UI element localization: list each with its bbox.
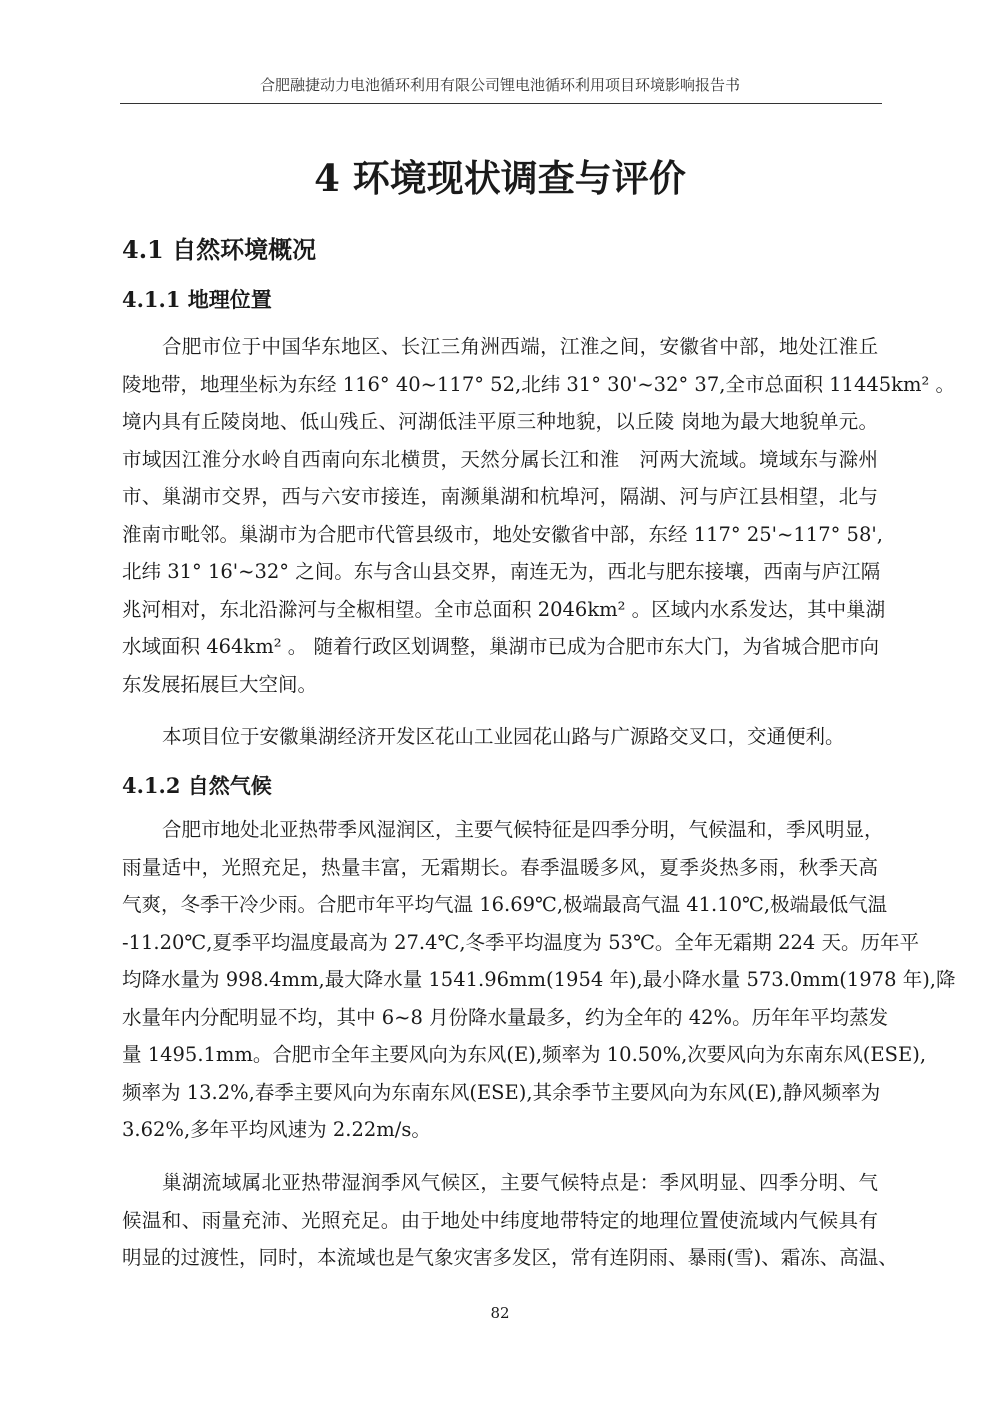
section-heading: 4.1 自然环境概况 (122, 235, 317, 264)
text-line: 水量年内分配明显不均，其中 6~8 月份降水量最多，约为全年的 42%。历年年平均蒸发 (122, 1005, 889, 1029)
text-line: 市域因江淮分水岭自西南向东北横贯，天然分属长江和淮 河两大流域。境域东与滁州 (122, 447, 878, 471)
running-header: 合肥融捷动力电池循环利用有限公司锂电池循环利用项目环境影响报告书 (259, 76, 740, 94)
text-line: 兆河相对，东北沿滁河与全椒相望。全市总面积 2046km² 。区域内水系发达，其中巢湖 (122, 597, 886, 621)
text-line: 水域面积 464km² 。 随着行政区划调整，巢湖市已成为合肥市东大门，为省城合肥市向 (122, 635, 879, 658)
text-line: 东发展拓展巨大空间。 (122, 672, 318, 696)
subsection-heading-climate: 4.1.2 自然气候 (122, 773, 272, 798)
text-line: 北纬 31° 16'~32° 之间。东与含山县交界，南连无为，西北与肥东接壤，西南与庐江隔 (122, 560, 881, 583)
text-line: 明显的过渡性，同时，本流域也是气象灾害多发区，常有连阴雨、暴雨(雪)、霜冻、高温、 (122, 1246, 898, 1269)
text-line: 雨量适中，光照充足，热量丰富，无霜期长。春季温暖多风，夏季炎热多雨，秋季天高 (122, 855, 878, 879)
text-line: 候温和、雨量充沛、光照充足。由于地处中纬度地带特定的地理位置使流域内气候具有 (122, 1208, 878, 1232)
text-line: 气爽，冬季干冷少雨。合肥市年平均气温 16.69℃,极端最高气温 41.10℃,极端最低气温 (122, 893, 888, 916)
text-line: 巢湖流域属北亚热带湿润季风气候区，主要气候特点是：季风明显、四季分明、气 (162, 1171, 878, 1194)
text-line: 本项目位于安徽巢湖经济开发区花山工业园花山路与广源路交叉口，交通便利。 (162, 725, 845, 748)
text-line: 合肥市地处北亚热带季风湿润区，主要气候特征是四季分明，气候温和，季风明显， (162, 818, 884, 841)
header-rule (120, 103, 882, 104)
text-line: 合肥市位于中国华东地区、长江三角洲西端，江淮之间，安徽省中部，地处江淮丘 (162, 335, 878, 358)
text-line: 量 1495.1mm。合肥市全年主要风向为东风(E),频率为 10.50%,次要风向为东南东风(ESE), (122, 1043, 927, 1066)
paragraph-project-location (122, 718, 878, 756)
text-line: 3.62%,多年平均风速为 2.22m/s。 (122, 1118, 431, 1141)
page-number: 82 (490, 1304, 510, 1322)
text-line: -11.20℃,夏季平均温度最高为 27.4℃,冬季平均温度为 53℃。全年无霜期 224 天。历年平 (122, 930, 919, 954)
subsection-heading-geography: 4.1.1 地理位置 (122, 287, 272, 312)
text-line: 陵地带，地理坐标为东经 116° 40~117° 52,北纬 31° 30'~32° 37,全市总面积 11445km² 。 (122, 372, 955, 396)
text-line: 频率为 13.2%,春季主要风向为东南东风(ESE),其余季节主要风向为东风(E),静风频率为 (122, 1080, 881, 1104)
paragraph-hefei-climate (122, 811, 956, 1149)
text-line: 市、巢湖市交界，西与六安市接连，南濒巢湖和杭埠河，隔湖、河与庐江县相望，北与 (122, 485, 878, 508)
text-line: 境内具有丘陵岗地、低山残丘、河湖低洼平原三种地貌，以丘陵 岗地为最大地貌单元。 (122, 410, 878, 433)
chapter-title: 4 环境现状调查与评价 (314, 156, 686, 200)
text-line: 淮南市毗邻。巢湖市为合肥市代管县级市，地处安徽省中部，东经 117° 25'~117° 58', (122, 522, 883, 546)
paragraph-geography (122, 328, 955, 703)
text-line: 均降水量为 998.4mm,最大降水量 1541.96mm(1954 年),最小降水量 573.0mm(1978 年),降 (122, 968, 956, 991)
paragraph-chaohu-climate (122, 1164, 898, 1277)
